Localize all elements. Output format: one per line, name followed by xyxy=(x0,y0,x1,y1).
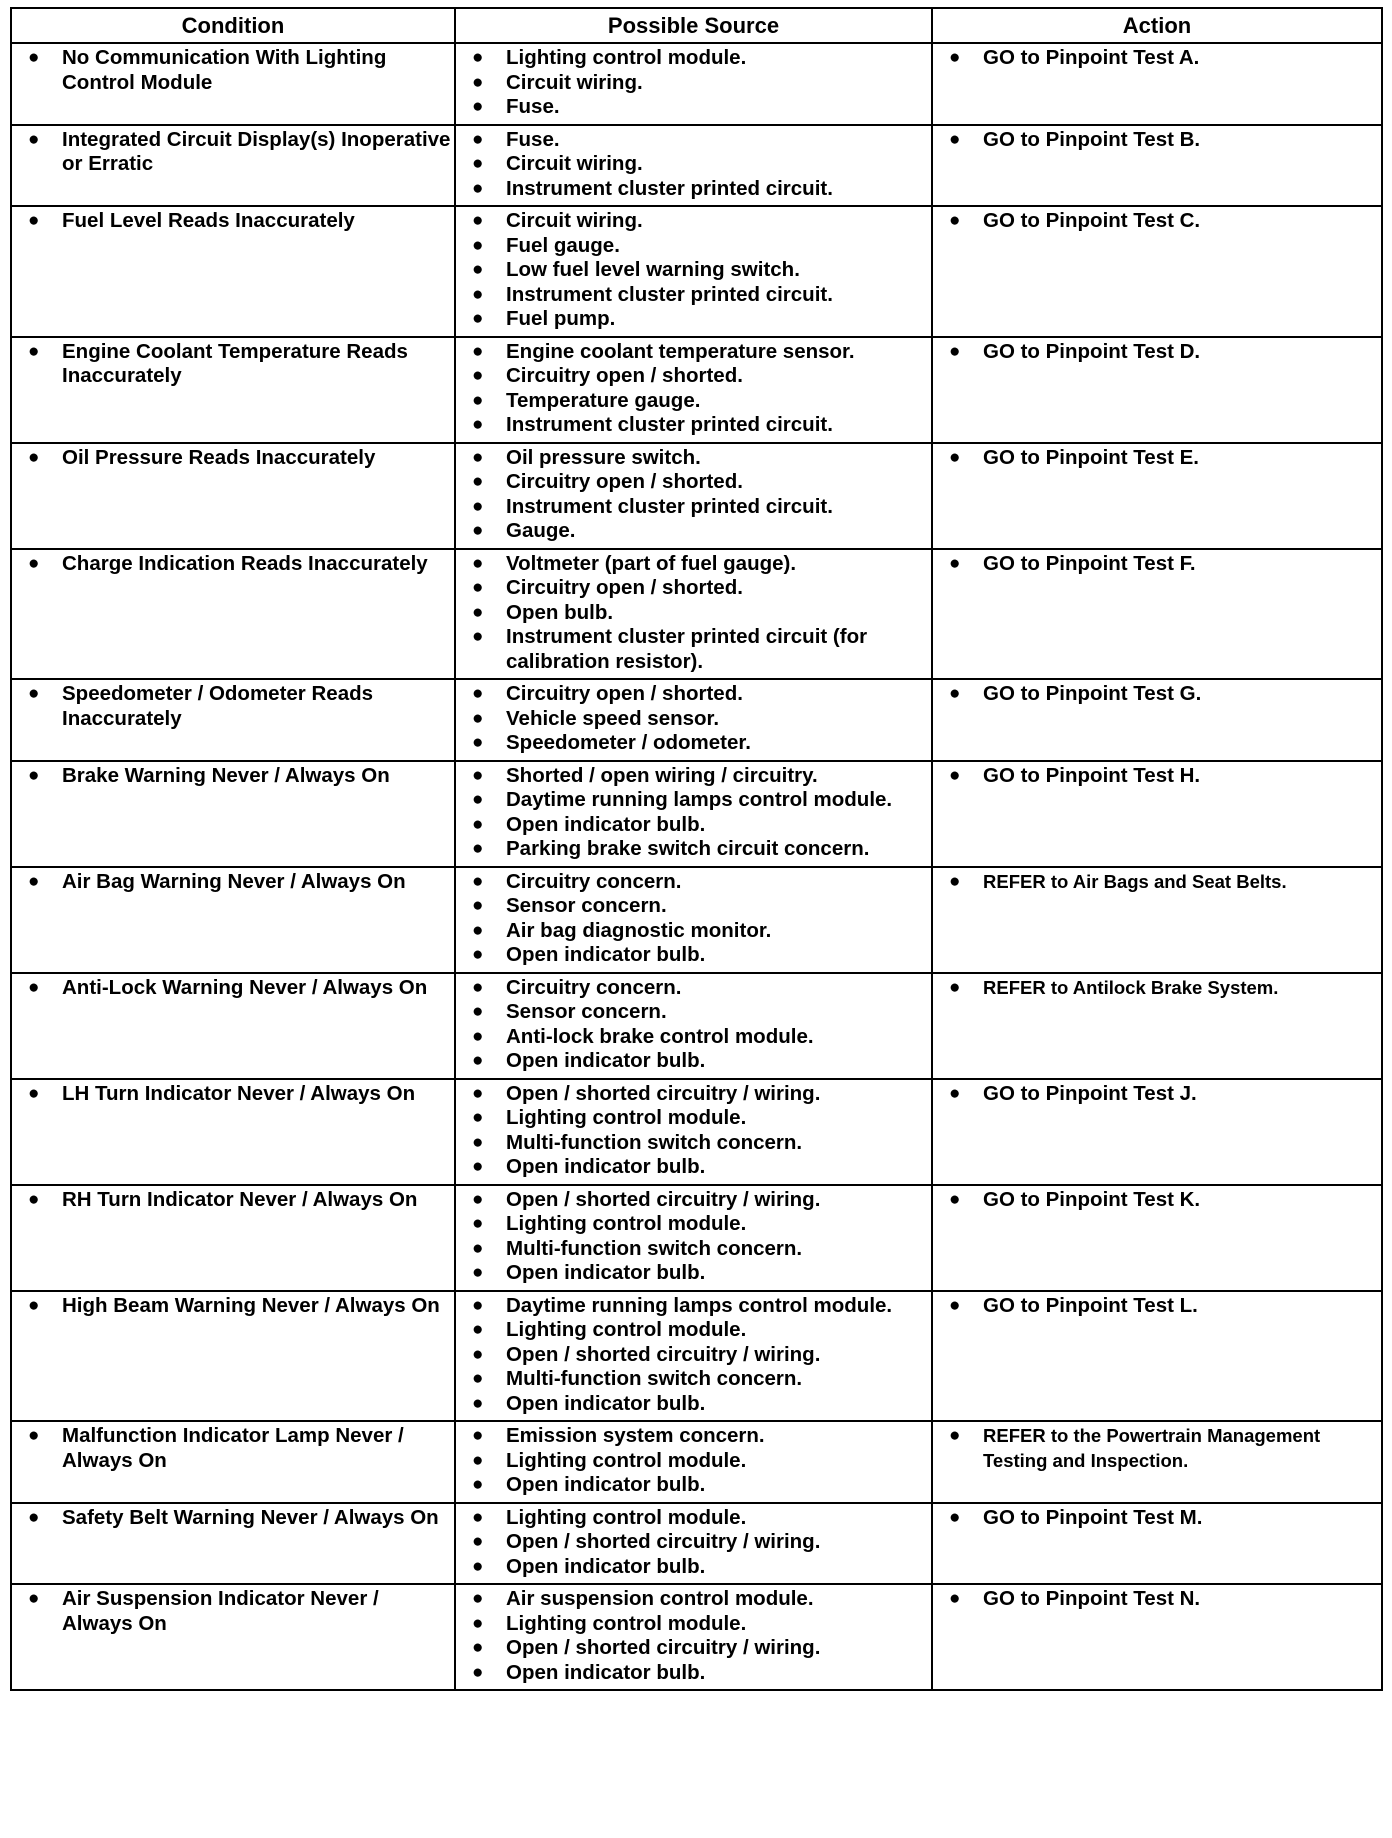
possible-source-item: ● Instrument cluster printed circuit. xyxy=(456,283,931,308)
table-row xyxy=(11,1291,1382,1422)
action-cell xyxy=(932,1503,1382,1585)
diagnosis-table-wrapper xyxy=(10,7,1381,1691)
action-cell xyxy=(932,1079,1382,1185)
condition-cell xyxy=(11,206,455,337)
table-row xyxy=(11,549,1382,680)
possible-source-item: ● Circuitry open / shorted. xyxy=(456,364,931,389)
possible-source-item: ● Daytime running lamps control module. xyxy=(456,1294,931,1319)
condition-text: ● Oil Pressure Reads Inaccurately xyxy=(12,446,454,471)
condition-cell xyxy=(11,1079,455,1185)
action-text: ● GO to Pinpoint Test K. xyxy=(933,1188,1381,1213)
table-row xyxy=(11,337,1382,443)
condition-text: ● Brake Warning Never / Always On xyxy=(12,764,454,789)
possible-source-item: ● Lighting control module. xyxy=(456,1449,931,1474)
condition-text: ● Safety Belt Warning Never / Always On xyxy=(12,1506,454,1531)
condition-cell xyxy=(11,1421,455,1503)
action-text: ● REFER to the Powertrain Management Testing and Inspection. xyxy=(933,1424,1381,1473)
table-header xyxy=(11,8,1382,43)
action-cell xyxy=(932,1584,1382,1690)
possible-source-item: ● Fuse. xyxy=(456,95,931,120)
possible-source-cell xyxy=(455,1503,932,1585)
table-row xyxy=(11,761,1382,867)
condition-text: ● Anti-Lock Warning Never / Always On xyxy=(12,976,454,1001)
action-cell xyxy=(932,973,1382,1079)
possible-source-item: ● Lighting control module. xyxy=(456,1506,931,1531)
possible-source-item: ● Open indicator bulb. xyxy=(456,1155,931,1180)
possible-source-item: ● Circuit wiring. xyxy=(456,209,931,234)
action-text: ● GO to Pinpoint Test L. xyxy=(933,1294,1381,1319)
possible-source-item: ● Lighting control module. xyxy=(456,46,931,71)
condition-cell xyxy=(11,1291,455,1422)
action-cell xyxy=(932,1185,1382,1291)
condition-text: ● No Communication With Lighting Control Module xyxy=(12,46,454,95)
possible-source-item: ● Fuel gauge. xyxy=(456,234,931,259)
possible-source-item: ● Circuitry open / shorted. xyxy=(456,470,931,495)
condition-text: ● Air Suspension Indicator Never / Always On xyxy=(12,1587,454,1636)
possible-source-cell xyxy=(455,337,932,443)
possible-source-cell xyxy=(455,867,932,973)
possible-source-item: ● Fuel pump. xyxy=(456,307,931,332)
action-text: ● GO to Pinpoint Test B. xyxy=(933,128,1381,153)
possible-source-cell xyxy=(455,1584,932,1690)
possible-source-item: ● Circuitry concern. xyxy=(456,976,931,1001)
possible-source-item: ● Circuit wiring. xyxy=(456,152,931,177)
condition-cell xyxy=(11,43,455,125)
possible-source-cell xyxy=(455,443,932,549)
possible-source-item: ● Multi-function switch concern. xyxy=(456,1367,931,1392)
possible-source-cell xyxy=(455,206,932,337)
possible-source-item: ● Open indicator bulb. xyxy=(456,813,931,838)
header-action: Action xyxy=(932,8,1382,43)
possible-source-cell xyxy=(455,43,932,125)
possible-source-item: ● Multi-function switch concern. xyxy=(456,1131,931,1156)
condition-text: ● Fuel Level Reads Inaccurately xyxy=(12,209,454,234)
possible-source-item: ● Vehicle speed sensor. xyxy=(456,707,931,732)
table-row xyxy=(11,206,1382,337)
possible-source-item: ● Voltmeter (part of fuel gauge). xyxy=(456,552,931,577)
possible-source-item: ● Fuse. xyxy=(456,128,931,153)
possible-source-cell xyxy=(455,679,932,761)
action-text: ● GO to Pinpoint Test N. xyxy=(933,1587,1381,1612)
condition-text: ● LH Turn Indicator Never / Always On xyxy=(12,1082,454,1107)
condition-cell xyxy=(11,867,455,973)
possible-source-item: ● Open indicator bulb. xyxy=(456,1392,931,1417)
action-cell xyxy=(932,1291,1382,1422)
possible-source-cell xyxy=(455,125,932,207)
possible-source-cell xyxy=(455,1421,932,1503)
possible-source-item: ● Open indicator bulb. xyxy=(456,1555,931,1580)
possible-source-cell xyxy=(455,549,932,680)
possible-source-item: ● Lighting control module. xyxy=(456,1318,931,1343)
possible-source-item: ● Instrument cluster printed circuit. xyxy=(456,413,931,438)
condition-cell xyxy=(11,549,455,680)
condition-cell xyxy=(11,973,455,1079)
action-cell xyxy=(932,125,1382,207)
action-text: ● REFER to Air Bags and Seat Belts. xyxy=(933,870,1381,895)
possible-source-item: ● Open bulb. xyxy=(456,601,931,626)
action-cell xyxy=(932,761,1382,867)
condition-cell xyxy=(11,1503,455,1585)
possible-source-item: ● Instrument cluster printed circuit. xyxy=(456,177,931,202)
action-text: ● GO to Pinpoint Test G. xyxy=(933,682,1381,707)
condition-text: ● Air Bag Warning Never / Always On xyxy=(12,870,454,895)
condition-text: ● Malfunction Indicator Lamp Never / Always On xyxy=(12,1424,454,1473)
condition-cell xyxy=(11,337,455,443)
possible-source-item: ● Open indicator bulb. xyxy=(456,1261,931,1286)
condition-text: ● High Beam Warning Never / Always On xyxy=(12,1294,454,1319)
possible-source-item: ● Instrument cluster printed circuit. xyxy=(456,495,931,520)
possible-source-item: ● Open / shorted circuitry / wiring. xyxy=(456,1530,931,1555)
action-text: ● GO to Pinpoint Test F. xyxy=(933,552,1381,577)
possible-source-item: ● Open indicator bulb. xyxy=(456,1473,931,1498)
possible-source-item: ● Engine coolant temperature sensor. xyxy=(456,340,931,365)
action-text: ● GO to Pinpoint Test H. xyxy=(933,764,1381,789)
possible-source-item: ● Open indicator bulb. xyxy=(456,943,931,968)
possible-source-cell xyxy=(455,1079,932,1185)
table-body xyxy=(11,43,1382,1690)
action-text: ● GO to Pinpoint Test D. xyxy=(933,340,1381,365)
condition-text: ● Integrated Circuit Display(s) Inoperative or Erratic xyxy=(12,128,454,177)
table-row xyxy=(11,867,1382,973)
action-cell xyxy=(932,206,1382,337)
table-row xyxy=(11,125,1382,207)
possible-source-item: ● Lighting control module. xyxy=(456,1212,931,1237)
header-condition: Condition xyxy=(11,8,455,43)
possible-source-cell xyxy=(455,973,932,1079)
action-text: ● GO to Pinpoint Test M. xyxy=(933,1506,1381,1531)
possible-source-item: ● Open indicator bulb. xyxy=(456,1049,931,1074)
possible-source-item: ● Daytime running lamps control module. xyxy=(456,788,931,813)
possible-source-item: ● Anti-lock brake control module. xyxy=(456,1025,931,1050)
action-cell xyxy=(932,679,1382,761)
possible-source-item: ● Circuitry concern. xyxy=(456,870,931,895)
condition-cell xyxy=(11,1185,455,1291)
table-row xyxy=(11,1185,1382,1291)
condition-text: ● Engine Coolant Temperature Reads Inaccurately xyxy=(12,340,454,389)
condition-text: ● Charge Indication Reads Inaccurately xyxy=(12,552,454,577)
table-row xyxy=(11,443,1382,549)
condition-cell xyxy=(11,761,455,867)
possible-source-item: ● Circuitry open / shorted. xyxy=(456,576,931,601)
table-row xyxy=(11,1584,1382,1690)
possible-source-item: ● Gauge. xyxy=(456,519,931,544)
possible-source-item: ● Lighting control module. xyxy=(456,1106,931,1131)
possible-source-item: ● Air bag diagnostic monitor. xyxy=(456,919,931,944)
table-row xyxy=(11,1421,1382,1503)
possible-source-cell xyxy=(455,761,932,867)
condition-text: ● RH Turn Indicator Never / Always On xyxy=(12,1188,454,1213)
possible-source-item: ● Emission system concern. xyxy=(456,1424,931,1449)
possible-source-item: ● Shorted / open wiring / circuitry. xyxy=(456,764,931,789)
possible-source-item: ● Oil pressure switch. xyxy=(456,446,931,471)
table-row xyxy=(11,679,1382,761)
action-text: ● GO to Pinpoint Test J. xyxy=(933,1082,1381,1107)
action-text: ● GO to Pinpoint Test E. xyxy=(933,446,1381,471)
action-cell xyxy=(932,1421,1382,1503)
table-row xyxy=(11,973,1382,1079)
condition-cell xyxy=(11,679,455,761)
possible-source-cell xyxy=(455,1185,932,1291)
possible-source-item: ● Circuitry open / shorted. xyxy=(456,682,931,707)
possible-source-item: ● Speedometer / odometer. xyxy=(456,731,931,756)
action-text: ● GO to Pinpoint Test A. xyxy=(933,46,1381,71)
action-text: ● REFER to Antilock Brake System. xyxy=(933,976,1381,1001)
condition-cell xyxy=(11,125,455,207)
possible-source-item: ● Open / shorted circuitry / wiring. xyxy=(456,1082,931,1107)
diagnosis-table xyxy=(10,7,1383,1691)
header-row xyxy=(11,8,1382,43)
possible-source-item: ● Temperature gauge. xyxy=(456,389,931,414)
action-cell xyxy=(932,337,1382,443)
possible-source-item: ● Parking brake switch circuit concern. xyxy=(456,837,931,862)
condition-text: ● Speedometer / Odometer Reads Inaccurately xyxy=(12,682,454,731)
possible-source-item: ● Low fuel level warning switch. xyxy=(456,258,931,283)
table-row xyxy=(11,1503,1382,1585)
action-cell xyxy=(932,549,1382,680)
possible-source-item: ● Instrument cluster printed circuit (for calibration resistor). xyxy=(456,625,931,674)
action-text: ● GO to Pinpoint Test C. xyxy=(933,209,1381,234)
table-row xyxy=(11,43,1382,125)
possible-source-item: ● Open indicator bulb. xyxy=(456,1661,931,1686)
possible-source-item: ● Circuit wiring. xyxy=(456,71,931,96)
header-possible-source: Possible Source xyxy=(455,8,932,43)
condition-cell xyxy=(11,1584,455,1690)
possible-source-item: ● Open / shorted circuitry / wiring. xyxy=(456,1188,931,1213)
possible-source-item: ● Sensor concern. xyxy=(456,1000,931,1025)
possible-source-item: ● Open / shorted circuitry / wiring. xyxy=(456,1343,931,1368)
action-cell xyxy=(932,443,1382,549)
possible-source-item: ● Air suspension control module. xyxy=(456,1587,931,1612)
possible-source-item: ● Multi-function switch concern. xyxy=(456,1237,931,1262)
action-cell xyxy=(932,43,1382,125)
possible-source-item: ● Sensor concern. xyxy=(456,894,931,919)
possible-source-item: ● Lighting control module. xyxy=(456,1612,931,1637)
table-row xyxy=(11,1079,1382,1185)
action-cell xyxy=(932,867,1382,973)
possible-source-item: ● Open / shorted circuitry / wiring. xyxy=(456,1636,931,1661)
condition-cell xyxy=(11,443,455,549)
possible-source-cell xyxy=(455,1291,932,1422)
